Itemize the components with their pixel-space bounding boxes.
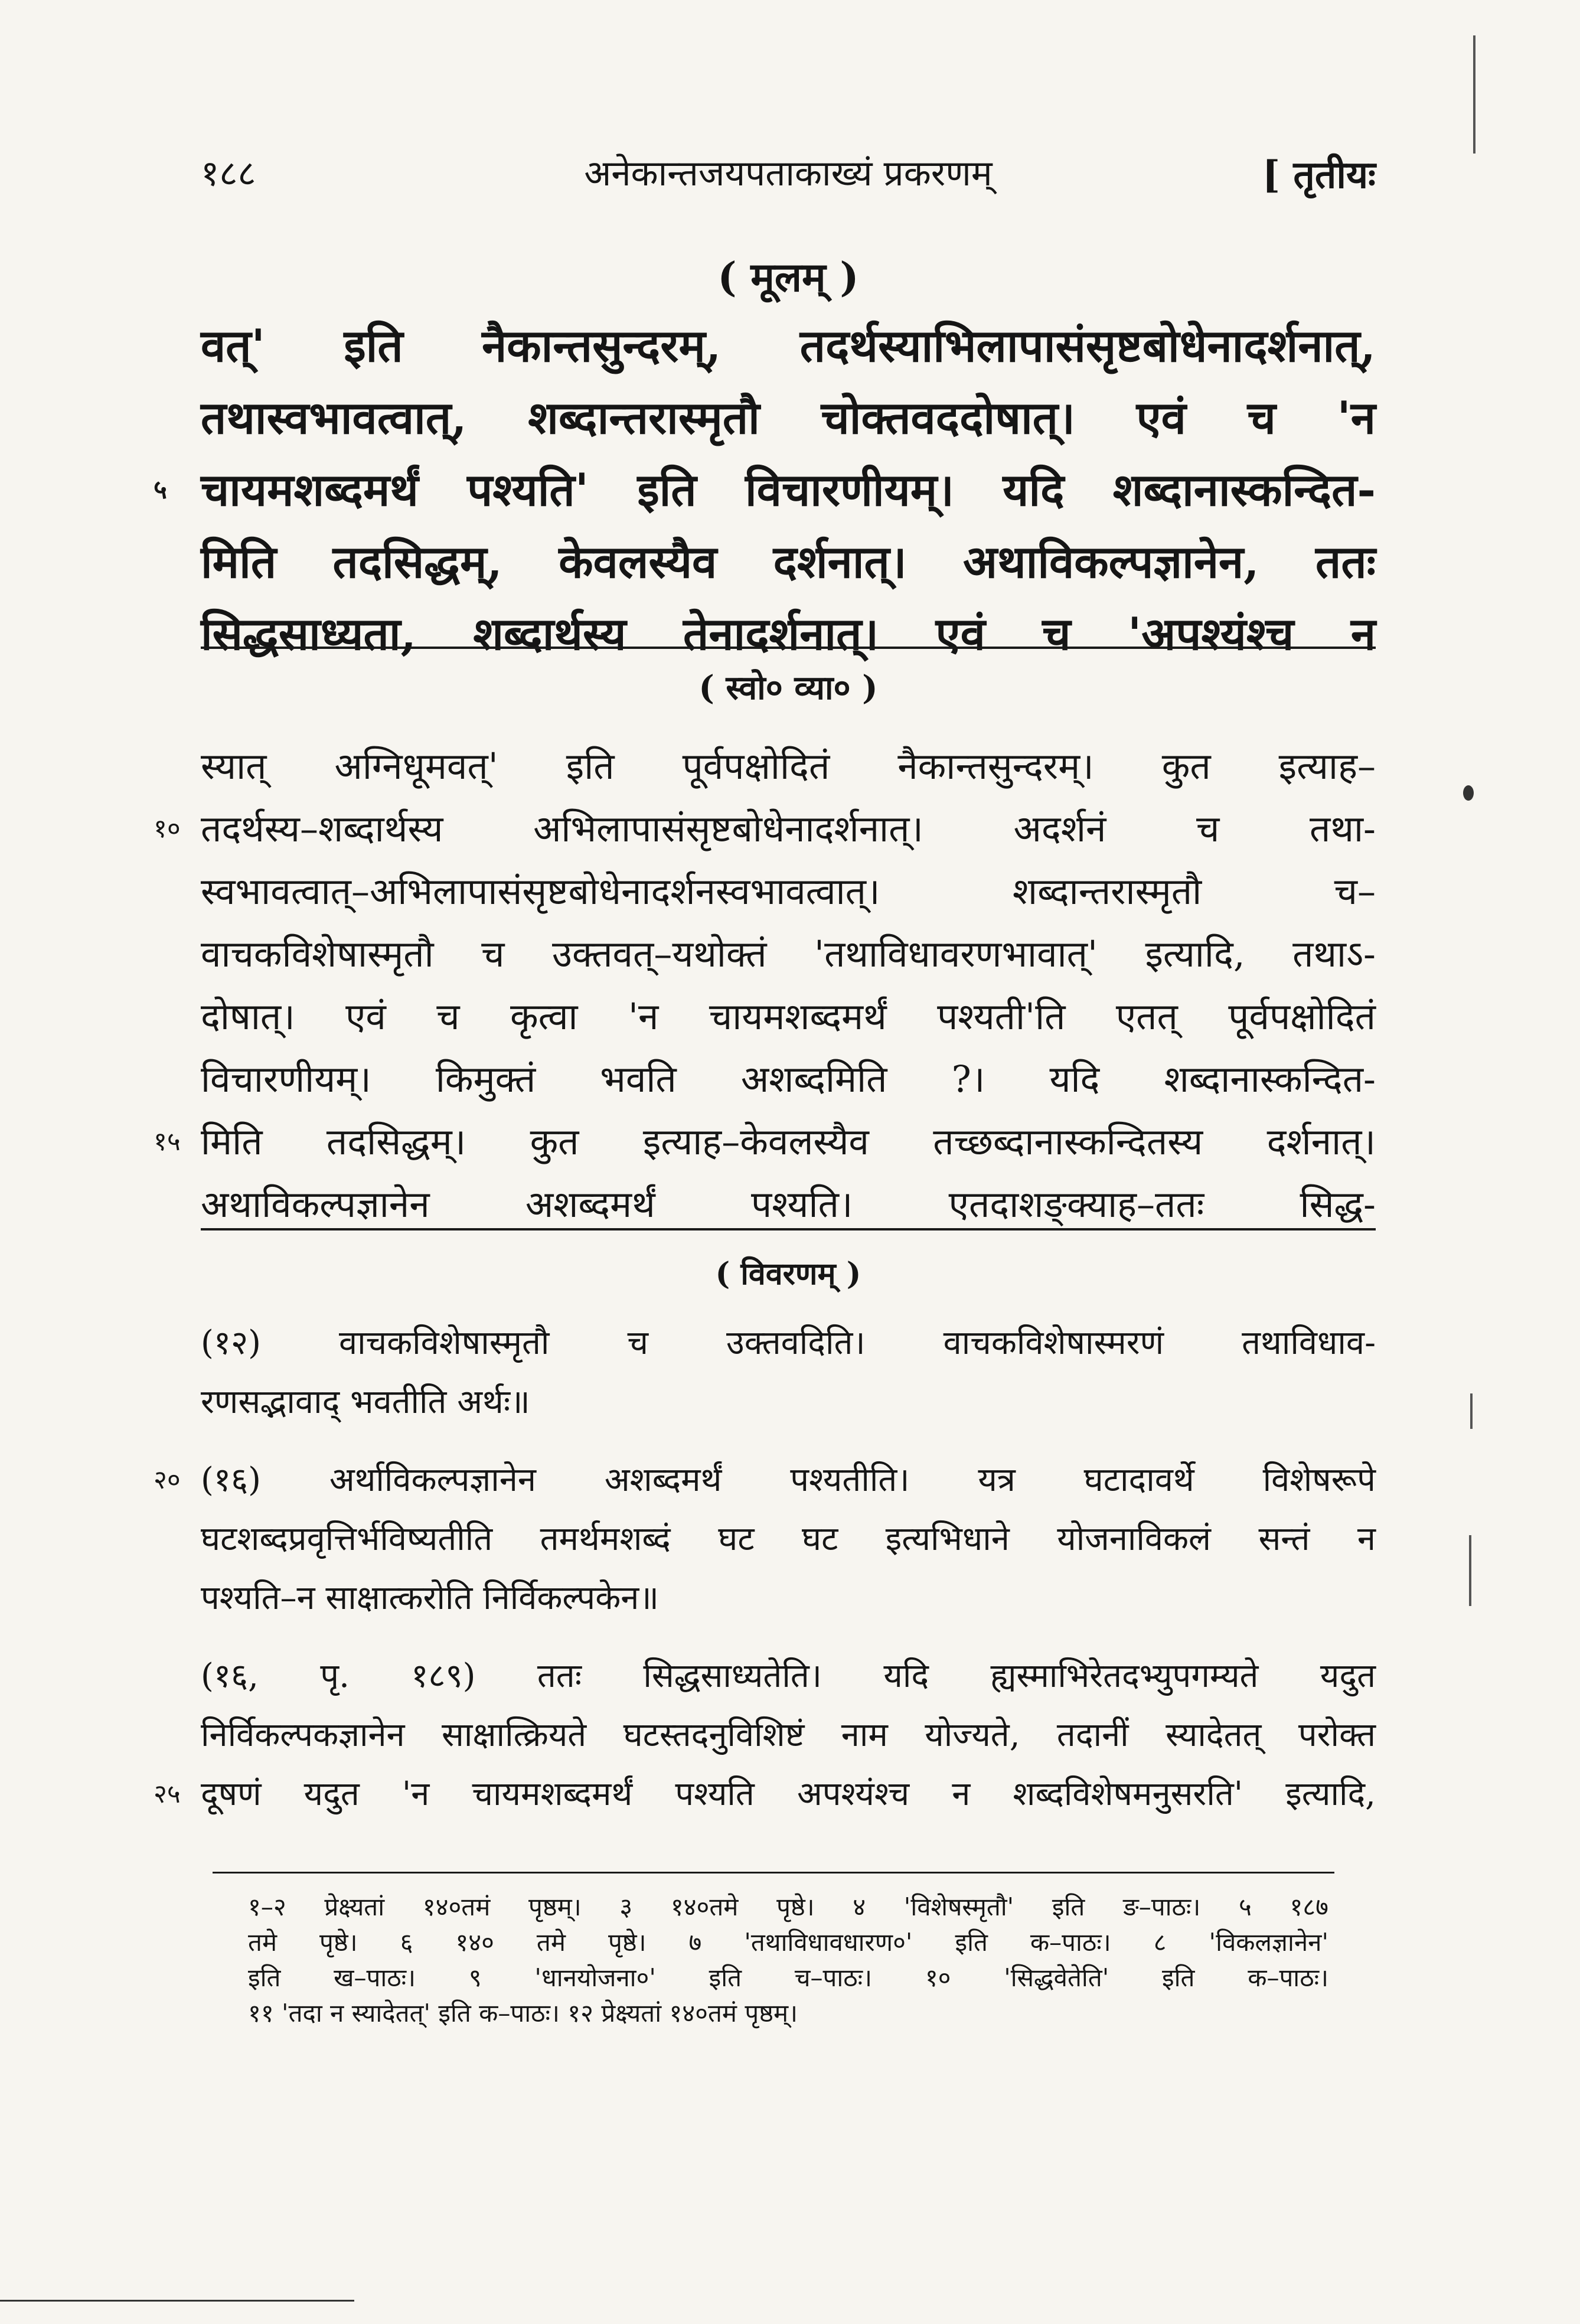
svopajna-commentary: [154, 735, 1376, 1236]
text-line: [154, 798, 1376, 860]
paragraph: [154, 1451, 1376, 1628]
line-number: १०: [154, 814, 181, 844]
text-line: [201, 1569, 1376, 1628]
line-text: तथास्वभावत्वात्, शब्दान्तरास्मृतौ चोक्तवददोषात्। एवं च 'न: [201, 391, 1376, 444]
text-line: [201, 1510, 1376, 1569]
line-text: विचारणीयम्। किमुक्तं भवति अशब्दमिति ?। यदि शब्दानास्कन्दित-: [201, 1057, 1376, 1101]
line-text: वाचकविशेषास्मृतौ च उक्तवत्–यथोक्तं 'तथाविधावरणभावात्' इत्यादि, तथाऽ-: [201, 932, 1376, 975]
text-line: [201, 598, 1376, 670]
section-divider: [201, 647, 1376, 649]
paragraph: [154, 1647, 1376, 1824]
footnote-line: तमे पृष्ठे। ६ १४० तमे पृष्ठे। ७ 'तथाविधावधारण०' इति क–पाठः। ८ 'विकलज्ञानेन': [248, 1928, 1328, 1957]
scan-margin-artifact: [1473, 35, 1475, 154]
text-line: [201, 310, 1376, 382]
text-line: [201, 526, 1376, 598]
vivarana-label: ( विवरणम् ): [715, 1256, 861, 1292]
line-number: २५: [154, 1779, 181, 1809]
text-line: [201, 1173, 1376, 1236]
text-line: [201, 985, 1376, 1048]
text-line: [201, 735, 1376, 798]
line-text: पश्यति–न साक्षात्करोति निर्विकल्पकेन॥: [201, 1579, 659, 1617]
running-title: अनेकान्तजयपताकाख्यं प्रकरणम्: [584, 153, 993, 194]
line-text: निर्विकल्पकज्ञानेन साक्षात्क्रियते घटस्तदनुविशिष्टं नाम योज्यते, तदानीं स्यादेतत् परोक्त: [201, 1716, 1376, 1754]
svopajna-label: ( स्वो० व्या० ): [698, 668, 878, 707]
text-line: [201, 1314, 1376, 1373]
line-text: घटशब्दप्रवृत्तिर्भविष्यतीति तमर्थमशब्दं घट घट इत्यभिधाने योजनाविकलं सन्तं न: [201, 1520, 1376, 1558]
text-line: [201, 923, 1376, 985]
paragraph: [201, 1314, 1376, 1432]
chapter-marker: [ तृतीयः: [1262, 153, 1376, 197]
line-text: मिति तदसिद्धम्, केवलस्यैव दर्शनात्। अथाविकल्पज्ञानेन, ततः: [201, 536, 1376, 588]
page-header: [201, 148, 1376, 213]
line-text: अथाविकल्पज्ञानेन अशब्दमर्थं पश्यति। एतदाशङ्क्याह–ततः सिद्ध-: [201, 1183, 1376, 1226]
vivarana-commentary: [154, 1314, 1376, 1843]
line-text: (१६, पृ. १८९) ततः सिद्धसाध्यतेति। यदि ह्यस्माभिरेतदभ्युपगम्यते यदुत: [201, 1657, 1376, 1695]
line-text: दूषणं यदुत 'न चायमशब्दमर्थं पश्यति अपश्यंश्च न शब्दविशेषमनुसरति' इत्यादि,: [201, 1775, 1376, 1813]
scan-margin-artifact: [1469, 1535, 1471, 1606]
line-text: वत्' इति नैकान्तसुन्दरम्, तदर्थस्याभिलापासंसृष्टबोधेनादर्शनात्,: [201, 319, 1376, 372]
text-line: [154, 1451, 1376, 1510]
footnotes: [248, 1889, 1328, 2031]
scan-bottom-edge: [0, 2300, 354, 2302]
scan-ink-spot: [1463, 785, 1474, 801]
line-text: तदर्थस्य–शब्दार्थस्य अभिलापासंसृष्टबोधेनादर्शनात्। अदर्शनं च तथा-: [201, 807, 1376, 850]
line-text: सिद्धसाध्यता, शब्दार्थस्य तेनादर्शनात्। एवं च 'अपश्यंश्च न: [201, 608, 1376, 660]
line-number: २०: [154, 1465, 181, 1495]
line-number: १५: [154, 1127, 181, 1157]
text-line: [154, 454, 1376, 526]
footnote-line: इति ख–पाठः। ९ 'धानयोजना०' इति च–पाठः। १० 'सिद्धवेतेति' इति क–पाठः।: [248, 1963, 1328, 1992]
text-line: [201, 1706, 1376, 1765]
text-line: [201, 1048, 1376, 1111]
line-text: स्वभावत्वात्–अभिलापासंसृष्टबोधेनादर्शनस्वभावत्वात्। शब्दान्तरास्मृतौ च–: [201, 870, 1376, 913]
line-text: दोषात्। एवं च कृत्वा 'न चायमशब्दमर्थं पश्यती'ति एतत् पूर्वपक्षोदितं: [201, 995, 1376, 1038]
line-text: चायमशब्दमर्थं पश्यति' इति विचारणीयम्। यदि शब्दानास्कन्दित-: [201, 464, 1376, 516]
footnote-line: १–२ प्रेक्ष्यतां १४०तमं पृष्ठम्। ३ १४०तमे पृष्ठे। ४ 'विशेषस्मृतौ' इति ङ–पाठः। ५ १८७: [248, 1892, 1328, 1921]
page-number: १८८: [201, 153, 256, 194]
mula-text: [154, 310, 1376, 670]
line-text: रणसद्भावाद् भवतीति अर्थः॥: [201, 1383, 530, 1421]
footnote-line: ११ 'तदा न स्यादेतत्' इति क–पाठः। १२ प्रेक्ष्यतां १४०तमं पृष्ठम्।: [248, 1999, 798, 2028]
text-line: [201, 1373, 1376, 1432]
line-text: स्यात् अग्निधूमवत्' इति पूर्वपक्षोदितं नैकान्तसुन्दरम्। कुत इत्याह–: [201, 745, 1376, 788]
line-text: (१२) वाचकविशेषास्मृतौ च उक्तवदिति। वाचकविशेषास्मरणं तथाविधाव-: [201, 1324, 1376, 1362]
section-divider: [201, 1228, 1376, 1230]
text-line: [154, 1111, 1376, 1173]
line-number: ५: [154, 475, 167, 505]
text-line: [201, 1647, 1376, 1706]
scan-margin-artifact: [1470, 1393, 1473, 1429]
text-line: [154, 1765, 1376, 1824]
mula-label: ( मूलम् ): [717, 254, 859, 301]
text-line: [201, 860, 1376, 923]
footnote-divider: [213, 1872, 1334, 1873]
line-text: मिति तदसिद्धम्। कुत इत्याह–केवलस्यैव तच्छब्दानास्कन्दितस्य दर्शनात्।: [201, 1120, 1376, 1163]
line-text: (१६) अर्थाविकल्पज्ञानेन अशब्दमर्थं पश्यतीति। यत्र घटादावर्थे विशेषरूपे: [201, 1461, 1376, 1499]
text-line: [201, 382, 1376, 454]
